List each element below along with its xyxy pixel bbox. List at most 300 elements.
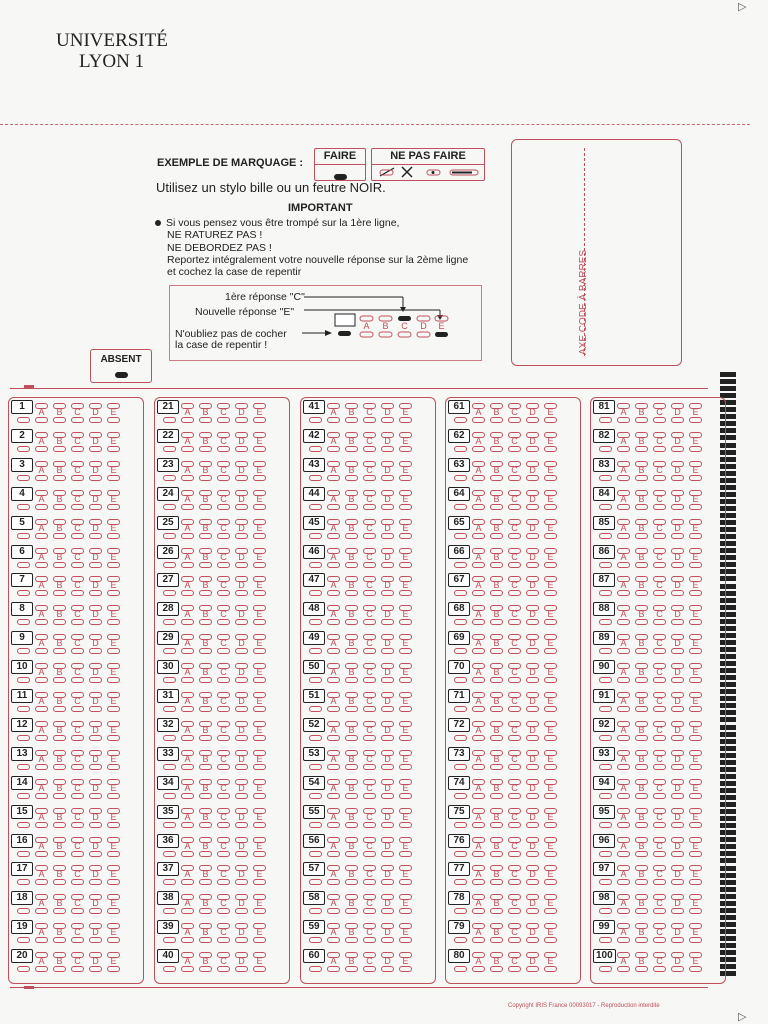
- answer-oval-second[interactable]: [363, 764, 376, 770]
- answer-oval-second[interactable]: [635, 764, 648, 770]
- answer-oval-second[interactable]: [635, 822, 648, 828]
- answer-oval-second[interactable]: [107, 504, 120, 510]
- answer-oval-second[interactable]: [35, 562, 48, 568]
- repentir-oval[interactable]: [163, 966, 176, 972]
- answer-oval-second[interactable]: [217, 504, 230, 510]
- answer-oval-second[interactable]: [35, 793, 48, 799]
- repentir-oval[interactable]: [454, 475, 467, 481]
- answer-oval-second[interactable]: [71, 822, 84, 828]
- answer-oval-second[interactable]: [53, 446, 66, 452]
- answer-oval-second[interactable]: [217, 822, 230, 828]
- absent-box[interactable]: [90, 349, 152, 383]
- answer-oval-second[interactable]: [490, 966, 503, 972]
- answer-oval-second[interactable]: [107, 475, 120, 481]
- answer-oval-second[interactable]: [490, 879, 503, 885]
- answer-oval-second[interactable]: [363, 879, 376, 885]
- answer-oval-second[interactable]: [671, 966, 684, 972]
- answer-oval-second[interactable]: [89, 822, 102, 828]
- repentir-oval[interactable]: [309, 677, 322, 683]
- answer-oval-second[interactable]: [327, 619, 340, 625]
- answer-oval-second[interactable]: [490, 851, 503, 857]
- answer-oval-second[interactable]: [617, 822, 630, 828]
- repentir-oval[interactable]: [163, 417, 176, 423]
- answer-oval-second[interactable]: [653, 475, 666, 481]
- repentir-oval[interactable]: [454, 533, 467, 539]
- answer-oval-second[interactable]: [363, 562, 376, 568]
- answer-oval-second[interactable]: [689, 562, 702, 568]
- answer-oval-second[interactable]: [472, 879, 485, 885]
- answer-oval-second[interactable]: [508, 504, 521, 510]
- answer-oval-second[interactable]: [671, 417, 684, 423]
- answer-oval-second[interactable]: [345, 793, 358, 799]
- answer-oval-second[interactable]: [490, 562, 503, 568]
- answer-oval-second[interactable]: [199, 735, 212, 741]
- answer-oval-second[interactable]: [89, 562, 102, 568]
- answer-oval-second[interactable]: [235, 879, 248, 885]
- repentir-oval[interactable]: [454, 504, 467, 510]
- repentir-oval[interactable]: [309, 475, 322, 481]
- answer-oval-second[interactable]: [345, 735, 358, 741]
- answer-oval-second[interactable]: [71, 735, 84, 741]
- answer-oval-second[interactable]: [544, 504, 557, 510]
- answer-oval-second[interactable]: [53, 764, 66, 770]
- answer-oval-second[interactable]: [472, 590, 485, 596]
- answer-oval-second[interactable]: [327, 879, 340, 885]
- answer-oval-second[interactable]: [508, 937, 521, 943]
- repentir-oval[interactable]: [163, 619, 176, 625]
- answer-oval-second[interactable]: [526, 879, 539, 885]
- repentir-oval[interactable]: [454, 417, 467, 423]
- repentir-oval[interactable]: [17, 648, 30, 654]
- answer-oval-second[interactable]: [199, 966, 212, 972]
- repentir-oval[interactable]: [163, 706, 176, 712]
- answer-oval-second[interactable]: [89, 475, 102, 481]
- answer-oval-second[interactable]: [235, 562, 248, 568]
- answer-oval-second[interactable]: [508, 648, 521, 654]
- answer-oval-second[interactable]: [399, 735, 412, 741]
- repentir-oval[interactable]: [454, 851, 467, 857]
- answer-oval-second[interactable]: [71, 648, 84, 654]
- answer-oval-second[interactable]: [253, 937, 266, 943]
- answer-oval-second[interactable]: [199, 879, 212, 885]
- answer-oval-second[interactable]: [689, 966, 702, 972]
- answer-oval-second[interactable]: [71, 793, 84, 799]
- repentir-oval[interactable]: [309, 590, 322, 596]
- answer-oval-second[interactable]: [490, 764, 503, 770]
- answer-oval-second[interactable]: [635, 648, 648, 654]
- answer-oval-second[interactable]: [689, 879, 702, 885]
- answer-oval-second[interactable]: [89, 504, 102, 510]
- repentir-oval[interactable]: [163, 764, 176, 770]
- answer-oval-second[interactable]: [490, 590, 503, 596]
- answer-oval-second[interactable]: [327, 966, 340, 972]
- answer-oval-second[interactable]: [181, 764, 194, 770]
- answer-oval-second[interactable]: [363, 619, 376, 625]
- answer-oval-second[interactable]: [381, 677, 394, 683]
- repentir-oval[interactable]: [454, 619, 467, 625]
- answer-oval-second[interactable]: [35, 966, 48, 972]
- answer-oval-second[interactable]: [217, 908, 230, 914]
- answer-oval-second[interactable]: [235, 648, 248, 654]
- repentir-oval[interactable]: [17, 417, 30, 423]
- answer-oval-second[interactable]: [526, 475, 539, 481]
- repentir-oval[interactable]: [454, 446, 467, 452]
- answer-oval-second[interactable]: [544, 590, 557, 596]
- answer-oval-second[interactable]: [53, 590, 66, 596]
- repentir-oval[interactable]: [17, 822, 30, 828]
- answer-oval-second[interactable]: [253, 879, 266, 885]
- answer-oval-second[interactable]: [327, 677, 340, 683]
- answer-oval-second[interactable]: [399, 908, 412, 914]
- answer-oval-second[interactable]: [399, 475, 412, 481]
- answer-oval-second[interactable]: [671, 533, 684, 539]
- answer-oval-second[interactable]: [181, 908, 194, 914]
- answer-oval-second[interactable]: [345, 706, 358, 712]
- answer-oval-second[interactable]: [71, 590, 84, 596]
- repentir-oval[interactable]: [454, 793, 467, 799]
- repentir-oval[interactable]: [17, 793, 30, 799]
- repentir-oval[interactable]: [163, 908, 176, 914]
- answer-oval-second[interactable]: [253, 735, 266, 741]
- answer-oval-second[interactable]: [508, 446, 521, 452]
- answer-oval-second[interactable]: [526, 446, 539, 452]
- answer-oval-second[interactable]: [71, 475, 84, 481]
- answer-oval-second[interactable]: [399, 764, 412, 770]
- answer-oval-second[interactable]: [199, 908, 212, 914]
- answer-oval-second[interactable]: [472, 793, 485, 799]
- answer-oval-second[interactable]: [544, 966, 557, 972]
- answer-oval-second[interactable]: [253, 677, 266, 683]
- answer-oval-second[interactable]: [381, 706, 394, 712]
- answer-oval-second[interactable]: [635, 417, 648, 423]
- answer-oval-second[interactable]: [689, 706, 702, 712]
- repentir-oval[interactable]: [309, 533, 322, 539]
- answer-oval-second[interactable]: [53, 475, 66, 481]
- repentir-oval[interactable]: [599, 937, 612, 943]
- answer-oval-second[interactable]: [399, 966, 412, 972]
- repentir-oval[interactable]: [17, 735, 30, 741]
- answer-oval-second[interactable]: [363, 822, 376, 828]
- answer-oval-second[interactable]: [490, 937, 503, 943]
- repentir-oval[interactable]: [599, 822, 612, 828]
- answer-oval-second[interactable]: [235, 590, 248, 596]
- answer-oval-second[interactable]: [181, 562, 194, 568]
- answer-oval-second[interactable]: [671, 504, 684, 510]
- answer-oval-second[interactable]: [217, 475, 230, 481]
- answer-oval-second[interactable]: [53, 648, 66, 654]
- answer-oval-second[interactable]: [363, 706, 376, 712]
- answer-oval-second[interactable]: [399, 504, 412, 510]
- answer-oval-second[interactable]: [181, 590, 194, 596]
- answer-oval-second[interactable]: [71, 851, 84, 857]
- answer-oval-second[interactable]: [89, 706, 102, 712]
- answer-oval-second[interactable]: [671, 764, 684, 770]
- answer-oval-second[interactable]: [399, 417, 412, 423]
- answer-oval-second[interactable]: [217, 417, 230, 423]
- answer-oval-second[interactable]: [689, 504, 702, 510]
- answer-oval-second[interactable]: [653, 504, 666, 510]
- answer-oval-second[interactable]: [508, 590, 521, 596]
- answer-oval-second[interactable]: [107, 446, 120, 452]
- answer-oval-second[interactable]: [635, 966, 648, 972]
- repentir-oval[interactable]: [599, 735, 612, 741]
- repentir-oval[interactable]: [17, 937, 30, 943]
- answer-oval-second[interactable]: [35, 677, 48, 683]
- answer-oval-second[interactable]: [35, 475, 48, 481]
- answer-oval-second[interactable]: [181, 879, 194, 885]
- answer-oval-second[interactable]: [89, 908, 102, 914]
- repentir-oval[interactable]: [454, 966, 467, 972]
- answer-oval-second[interactable]: [71, 908, 84, 914]
- repentir-oval[interactable]: [454, 590, 467, 596]
- answer-oval-second[interactable]: [199, 648, 212, 654]
- answer-oval-second[interactable]: [363, 966, 376, 972]
- answer-oval-second[interactable]: [689, 446, 702, 452]
- answer-oval-second[interactable]: [71, 677, 84, 683]
- answer-oval-second[interactable]: [617, 793, 630, 799]
- answer-oval-second[interactable]: [526, 417, 539, 423]
- answer-oval-second[interactable]: [253, 793, 266, 799]
- answer-oval-second[interactable]: [53, 908, 66, 914]
- answer-oval-second[interactable]: [363, 735, 376, 741]
- answer-oval-second[interactable]: [381, 908, 394, 914]
- answer-oval-second[interactable]: [544, 851, 557, 857]
- answer-oval-second[interactable]: [472, 446, 485, 452]
- answer-oval-second[interactable]: [253, 417, 266, 423]
- answer-oval-second[interactable]: [653, 764, 666, 770]
- answer-oval-second[interactable]: [107, 562, 120, 568]
- repentir-oval[interactable]: [17, 879, 30, 885]
- answer-oval-second[interactable]: [399, 446, 412, 452]
- answer-oval-second[interactable]: [181, 793, 194, 799]
- answer-oval-second[interactable]: [217, 648, 230, 654]
- answer-oval-second[interactable]: [381, 851, 394, 857]
- answer-oval-second[interactable]: [35, 937, 48, 943]
- answer-oval-second[interactable]: [181, 937, 194, 943]
- absent-oval[interactable]: [115, 372, 128, 378]
- answer-oval-second[interactable]: [345, 417, 358, 423]
- answer-oval-second[interactable]: [363, 533, 376, 539]
- repentir-oval[interactable]: [309, 908, 322, 914]
- answer-oval-second[interactable]: [653, 677, 666, 683]
- answer-oval-second[interactable]: [490, 822, 503, 828]
- answer-oval-second[interactable]: [89, 446, 102, 452]
- answer-oval-second[interactable]: [635, 851, 648, 857]
- answer-oval-second[interactable]: [235, 619, 248, 625]
- answer-oval-second[interactable]: [490, 533, 503, 539]
- answer-oval-second[interactable]: [345, 562, 358, 568]
- answer-oval-second[interactable]: [363, 677, 376, 683]
- answer-oval-second[interactable]: [181, 648, 194, 654]
- answer-oval-second[interactable]: [327, 764, 340, 770]
- answer-oval-second[interactable]: [689, 590, 702, 596]
- answer-oval-second[interactable]: [235, 446, 248, 452]
- answer-oval-second[interactable]: [399, 533, 412, 539]
- answer-oval-second[interactable]: [381, 475, 394, 481]
- answer-oval-second[interactable]: [327, 648, 340, 654]
- answer-oval-second[interactable]: [235, 504, 248, 510]
- answer-oval-second[interactable]: [381, 879, 394, 885]
- answer-oval-second[interactable]: [381, 937, 394, 943]
- answer-oval-second[interactable]: [53, 735, 66, 741]
- answer-oval-second[interactable]: [71, 764, 84, 770]
- answer-oval-second[interactable]: [235, 851, 248, 857]
- answer-oval-second[interactable]: [653, 966, 666, 972]
- repentir-oval[interactable]: [17, 475, 30, 481]
- answer-oval-second[interactable]: [107, 793, 120, 799]
- answer-oval-second[interactable]: [508, 475, 521, 481]
- answer-oval-second[interactable]: [89, 937, 102, 943]
- answer-oval-second[interactable]: [327, 851, 340, 857]
- answer-oval-second[interactable]: [71, 446, 84, 452]
- repentir-oval[interactable]: [309, 619, 322, 625]
- answer-oval-second[interactable]: [253, 706, 266, 712]
- answer-oval-second[interactable]: [363, 793, 376, 799]
- repentir-oval[interactable]: [163, 735, 176, 741]
- answer-oval-second[interactable]: [508, 908, 521, 914]
- answer-oval-second[interactable]: [381, 966, 394, 972]
- answer-oval-second[interactable]: [217, 619, 230, 625]
- repentir-oval[interactable]: [163, 446, 176, 452]
- answer-oval-second[interactable]: [508, 562, 521, 568]
- answer-oval-second[interactable]: [235, 417, 248, 423]
- answer-oval-second[interactable]: [53, 822, 66, 828]
- answer-oval-second[interactable]: [35, 764, 48, 770]
- answer-oval-second[interactable]: [71, 504, 84, 510]
- answer-oval-second[interactable]: [35, 533, 48, 539]
- answer-oval-second[interactable]: [89, 619, 102, 625]
- answer-oval-second[interactable]: [363, 417, 376, 423]
- answer-oval-second[interactable]: [107, 908, 120, 914]
- answer-oval-second[interactable]: [327, 446, 340, 452]
- answer-oval-second[interactable]: [107, 966, 120, 972]
- answer-oval-second[interactable]: [217, 937, 230, 943]
- answer-oval-second[interactable]: [253, 475, 266, 481]
- answer-oval-second[interactable]: [689, 793, 702, 799]
- answer-oval-second[interactable]: [399, 590, 412, 596]
- answer-oval-second[interactable]: [71, 533, 84, 539]
- answer-oval-second[interactable]: [363, 504, 376, 510]
- answer-oval-second[interactable]: [181, 417, 194, 423]
- answer-oval-second[interactable]: [107, 735, 120, 741]
- answer-oval-second[interactable]: [399, 648, 412, 654]
- answer-oval-second[interactable]: [399, 677, 412, 683]
- answer-oval-second[interactable]: [635, 735, 648, 741]
- answer-oval-second[interactable]: [327, 562, 340, 568]
- answer-oval-second[interactable]: [544, 908, 557, 914]
- repentir-oval[interactable]: [309, 706, 322, 712]
- answer-oval-second[interactable]: [617, 590, 630, 596]
- answer-oval-second[interactable]: [689, 475, 702, 481]
- answer-oval-second[interactable]: [35, 504, 48, 510]
- answer-oval-second[interactable]: [689, 677, 702, 683]
- answer-oval-second[interactable]: [199, 504, 212, 510]
- answer-oval-second[interactable]: [472, 966, 485, 972]
- repentir-oval[interactable]: [454, 879, 467, 885]
- answer-oval-second[interactable]: [508, 851, 521, 857]
- answer-oval-second[interactable]: [381, 504, 394, 510]
- answer-oval-second[interactable]: [199, 793, 212, 799]
- answer-oval-second[interactable]: [199, 706, 212, 712]
- answer-oval-second[interactable]: [472, 562, 485, 568]
- answer-oval-second[interactable]: [653, 446, 666, 452]
- answer-oval-second[interactable]: [381, 590, 394, 596]
- answer-oval-second[interactable]: [490, 446, 503, 452]
- answer-oval-second[interactable]: [181, 822, 194, 828]
- answer-oval-second[interactable]: [253, 562, 266, 568]
- answer-oval-second[interactable]: [53, 677, 66, 683]
- answer-oval-second[interactable]: [472, 735, 485, 741]
- repentir-oval[interactable]: [454, 562, 467, 568]
- answer-oval-second[interactable]: [71, 619, 84, 625]
- answer-oval-second[interactable]: [617, 966, 630, 972]
- answer-oval-second[interactable]: [217, 562, 230, 568]
- repentir-oval[interactable]: [17, 677, 30, 683]
- answer-oval-second[interactable]: [671, 446, 684, 452]
- answer-oval-second[interactable]: [345, 764, 358, 770]
- answer-oval-second[interactable]: [544, 417, 557, 423]
- answer-oval-second[interactable]: [617, 764, 630, 770]
- answer-oval-second[interactable]: [399, 937, 412, 943]
- answer-oval-second[interactable]: [35, 735, 48, 741]
- answer-oval-second[interactable]: [235, 533, 248, 539]
- answer-oval-second[interactable]: [472, 706, 485, 712]
- answer-oval-second[interactable]: [508, 706, 521, 712]
- answer-oval-second[interactable]: [71, 937, 84, 943]
- answer-oval-second[interactable]: [107, 879, 120, 885]
- answer-oval-second[interactable]: [381, 793, 394, 799]
- answer-oval-second[interactable]: [490, 417, 503, 423]
- repentir-oval[interactable]: [17, 908, 30, 914]
- answer-oval-second[interactable]: [526, 590, 539, 596]
- answer-oval-second[interactable]: [71, 966, 84, 972]
- repentir-oval[interactable]: [599, 475, 612, 481]
- answer-oval-second[interactable]: [653, 562, 666, 568]
- answer-oval-second[interactable]: [253, 966, 266, 972]
- answer-oval-second[interactable]: [689, 937, 702, 943]
- answer-oval-second[interactable]: [472, 504, 485, 510]
- answer-oval-second[interactable]: [53, 417, 66, 423]
- answer-oval-second[interactable]: [327, 937, 340, 943]
- answer-oval-second[interactable]: [526, 851, 539, 857]
- answer-oval-second[interactable]: [490, 677, 503, 683]
- answer-oval-second[interactable]: [472, 764, 485, 770]
- answer-oval-second[interactable]: [617, 648, 630, 654]
- repentir-oval[interactable]: [599, 851, 612, 857]
- answer-oval-second[interactable]: [635, 619, 648, 625]
- answer-oval-second[interactable]: [35, 619, 48, 625]
- answer-oval-second[interactable]: [107, 937, 120, 943]
- answer-oval-second[interactable]: [526, 735, 539, 741]
- answer-oval-second[interactable]: [235, 822, 248, 828]
- answer-oval-second[interactable]: [635, 562, 648, 568]
- answer-oval-second[interactable]: [526, 908, 539, 914]
- answer-oval-second[interactable]: [399, 706, 412, 712]
- repentir-oval[interactable]: [309, 764, 322, 770]
- answer-oval-second[interactable]: [526, 966, 539, 972]
- repentir-oval[interactable]: [17, 446, 30, 452]
- answer-oval-second[interactable]: [544, 677, 557, 683]
- answer-oval-second[interactable]: [327, 475, 340, 481]
- answer-oval-second[interactable]: [617, 851, 630, 857]
- answer-oval-second[interactable]: [617, 417, 630, 423]
- repentir-oval[interactable]: [17, 764, 30, 770]
- answer-oval-second[interactable]: [217, 851, 230, 857]
- repentir-oval[interactable]: [599, 417, 612, 423]
- answer-oval-second[interactable]: [399, 619, 412, 625]
- answer-oval-second[interactable]: [635, 504, 648, 510]
- answer-oval-second[interactable]: [544, 446, 557, 452]
